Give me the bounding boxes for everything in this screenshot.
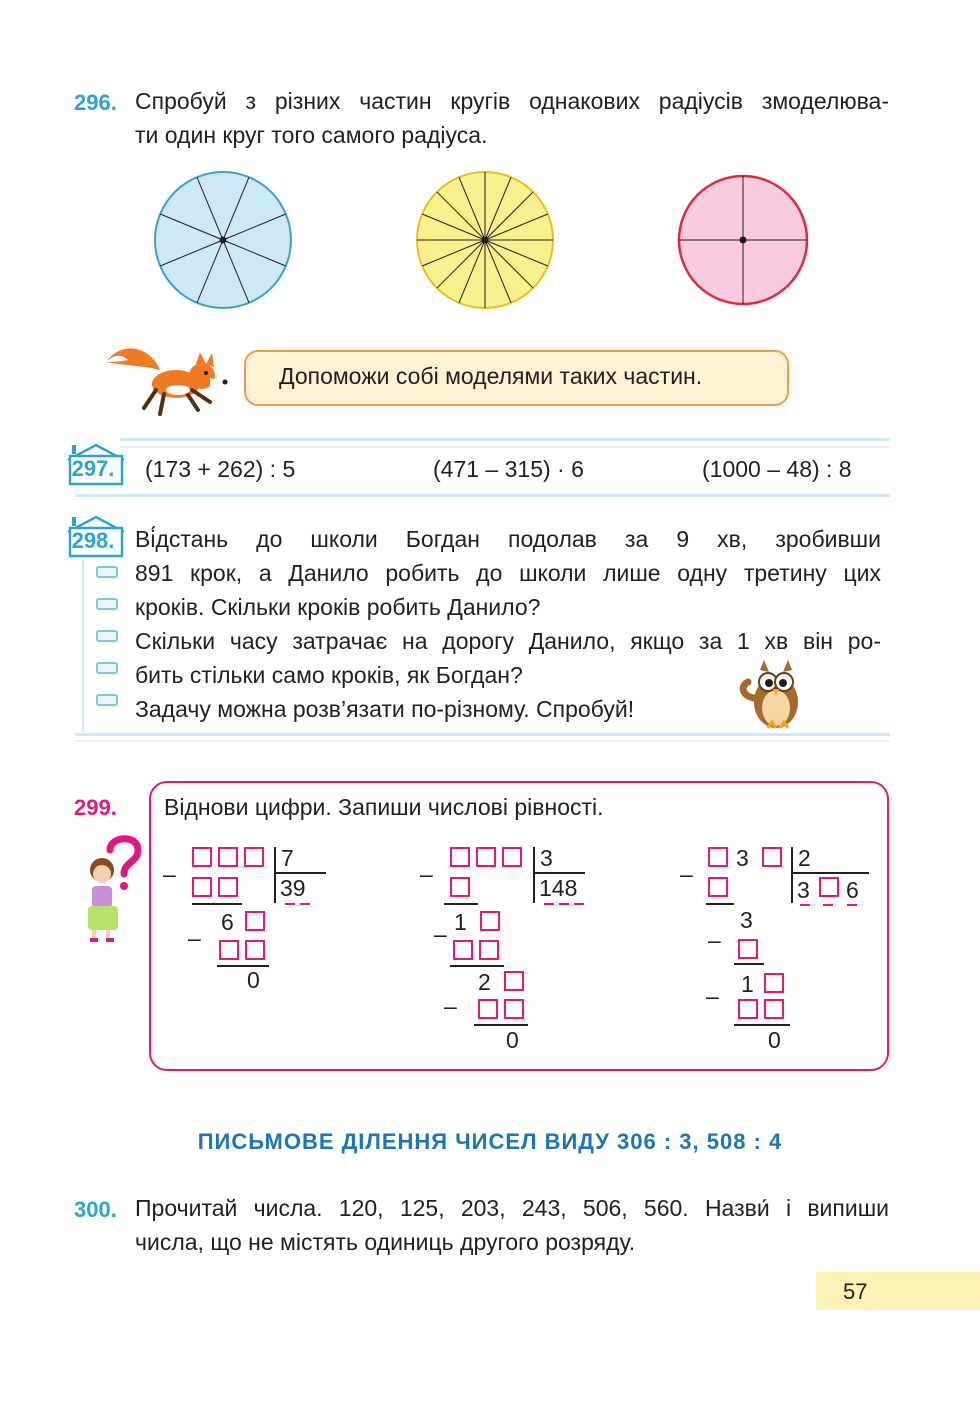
- subtraction-line: [450, 965, 504, 967]
- binder-ring: [96, 630, 118, 642]
- circle-quarters-icon: [672, 170, 822, 315]
- digit-box[interactable]: [244, 847, 264, 867]
- task-number: 300.: [74, 1197, 117, 1222]
- band-top-line: [120, 438, 890, 441]
- divisor: 3: [540, 845, 553, 871]
- expression-1: (173 + 262) : 5: [145, 456, 296, 482]
- digit-box[interactable]: [480, 911, 500, 931]
- task-instruction: Віднови цифри. Запиши числові рівності.: [164, 794, 604, 820]
- remainder-digit: 6: [221, 909, 234, 935]
- final-remainder: 0: [506, 1027, 519, 1053]
- division-bracket: [793, 872, 869, 874]
- missing-digit-mark: [800, 904, 810, 906]
- digit-box[interactable]: [245, 911, 265, 931]
- digit-box[interactable]: [245, 940, 265, 960]
- digit-box[interactable]: [504, 999, 524, 1019]
- subtraction-line: [444, 903, 478, 905]
- task-text-line: числа, що не містять одиниць другого розряду.: [135, 1229, 636, 1255]
- digit-box[interactable]: [450, 847, 470, 867]
- subtraction-line: [734, 963, 764, 965]
- subtraction-line: [192, 903, 242, 905]
- band-bottom-line: [75, 733, 890, 736]
- task-text-line: Прочитай числа. 120, 125, 203, 243, 506, 560. Назви́ і випиши: [135, 1195, 889, 1221]
- subtraction-line: [217, 965, 269, 967]
- task-number: 296.: [74, 90, 117, 115]
- quotient: 148: [539, 875, 578, 901]
- subtraction-line: [706, 903, 734, 905]
- digit-box[interactable]: [764, 999, 784, 1019]
- missing-digit-mark: [544, 903, 554, 905]
- hint-text: Допоможи собі моделями таких частин.: [279, 363, 703, 389]
- digit-box[interactable]: [478, 999, 498, 1019]
- task-text-line: Скільки часу затрачає на дорогу Данило, якщо за 1 хв він ро-: [135, 628, 881, 654]
- missing-digit-mark: [574, 903, 584, 905]
- section-title: ПИСЬМОВЕ ДІЛЕННЯ ЧИСЕЛ ВИДУ 306 : 3, 508 : 4: [197, 1129, 783, 1154]
- missing-digit-mark: [559, 903, 569, 905]
- band-left-line: [82, 560, 84, 732]
- division-bracket: [791, 847, 793, 903]
- task-number: 299.: [74, 795, 117, 820]
- remainder-digit: 1: [454, 909, 467, 935]
- subtraction-line: [734, 1024, 790, 1026]
- digit-box[interactable]: [479, 940, 499, 960]
- remainder-digit: 3: [740, 907, 753, 933]
- task-text-line: 891 крок, а Данило робить до школи лише одну третину цих: [135, 560, 881, 586]
- quotient-digit: 6: [846, 877, 859, 903]
- divisor: 7: [281, 845, 294, 871]
- expression-3: (1000 – 48) : 8: [702, 456, 852, 482]
- homework-house-icon: [64, 514, 124, 558]
- digit-box[interactable]: [218, 877, 238, 897]
- remainder-digit: 1: [741, 971, 754, 997]
- expression-2: (471 – 315) · 6: [433, 456, 584, 482]
- circle-eighths-icon: [150, 170, 300, 315]
- band-top-line: [120, 446, 890, 448]
- task-text-line: ти один круг того самого радіуса.: [135, 122, 488, 148]
- division-bracket: [533, 847, 535, 903]
- digit-box[interactable]: [453, 940, 473, 960]
- minus-sign: –: [434, 921, 447, 947]
- task-text-line: Задачу можна розв’язати по-різному. Спробуй!: [135, 696, 635, 722]
- dividend-digit: 3: [736, 845, 749, 871]
- quotient-digit: 3: [797, 877, 810, 903]
- divisor: 2: [798, 845, 811, 871]
- final-remainder: 0: [768, 1027, 781, 1053]
- digit-box[interactable]: [450, 877, 470, 897]
- division-bracket: [535, 872, 585, 874]
- minus-sign: –: [706, 983, 719, 1009]
- minus-sign: –: [420, 861, 433, 887]
- task-text-line: кроків. Скільки кроків робить Данило?: [135, 594, 541, 620]
- task-number: 298.: [71, 528, 115, 553]
- digit-box[interactable]: [738, 939, 758, 959]
- circle-sixteenths-icon: [412, 170, 562, 315]
- digit-box[interactable]: [762, 847, 782, 867]
- hint-box: [244, 350, 789, 406]
- digit-box[interactable]: [819, 877, 839, 897]
- digit-box[interactable]: [476, 847, 496, 867]
- task-text-line: Спробуй з різних частин кругів однакових радіусів змоделюва-: [135, 88, 889, 114]
- page-number-box: [816, 1272, 980, 1310]
- missing-digit-mark: [300, 903, 310, 905]
- missing-digit-mark: [285, 903, 295, 905]
- minus-sign: –: [680, 861, 693, 887]
- digit-box[interactable]: [504, 971, 524, 991]
- digit-box[interactable]: [764, 973, 784, 993]
- girl-question-icon: [80, 832, 146, 944]
- digit-box[interactable]: [738, 999, 758, 1019]
- page-number: 57: [843, 1279, 868, 1304]
- remainder-digit: 2: [478, 969, 491, 995]
- minus-sign: –: [188, 925, 201, 951]
- subtraction-line: [474, 1024, 528, 1026]
- final-remainder: 0: [247, 967, 260, 993]
- band-divider-line: [75, 494, 890, 497]
- digit-box[interactable]: [502, 847, 522, 867]
- task-text-line: Ві́дстань до школи Богдан подолав за 9 хв, зробивши: [135, 526, 881, 552]
- task-text-line: бить стільки само кроків, як Богдан?: [135, 662, 523, 688]
- digit-box[interactable]: [708, 847, 728, 867]
- minus-sign: –: [444, 993, 457, 1019]
- homework-house-icon: [64, 442, 124, 486]
- missing-digit-mark: [823, 904, 833, 906]
- division-bracket: [274, 847, 276, 903]
- binder-ring: [96, 566, 118, 578]
- digit-box[interactable]: [708, 877, 728, 897]
- quotient: 39: [280, 875, 306, 901]
- band-bottom-line: [75, 740, 890, 742]
- minus-sign: –: [163, 861, 176, 887]
- task-number: 297.: [71, 456, 115, 481]
- digit-box[interactable]: [218, 847, 238, 867]
- binder-ring: [96, 662, 118, 674]
- binder-ring: [96, 694, 118, 706]
- owl-icon: [738, 656, 810, 732]
- digit-box[interactable]: [219, 940, 239, 960]
- minus-sign: –: [708, 927, 721, 953]
- binder-ring: [96, 598, 118, 610]
- missing-digit-mark: [847, 904, 857, 906]
- fox-icon: [102, 340, 232, 418]
- digit-box[interactable]: [192, 847, 212, 867]
- digit-box[interactable]: [192, 877, 212, 897]
- division-bracket: [276, 872, 326, 874]
